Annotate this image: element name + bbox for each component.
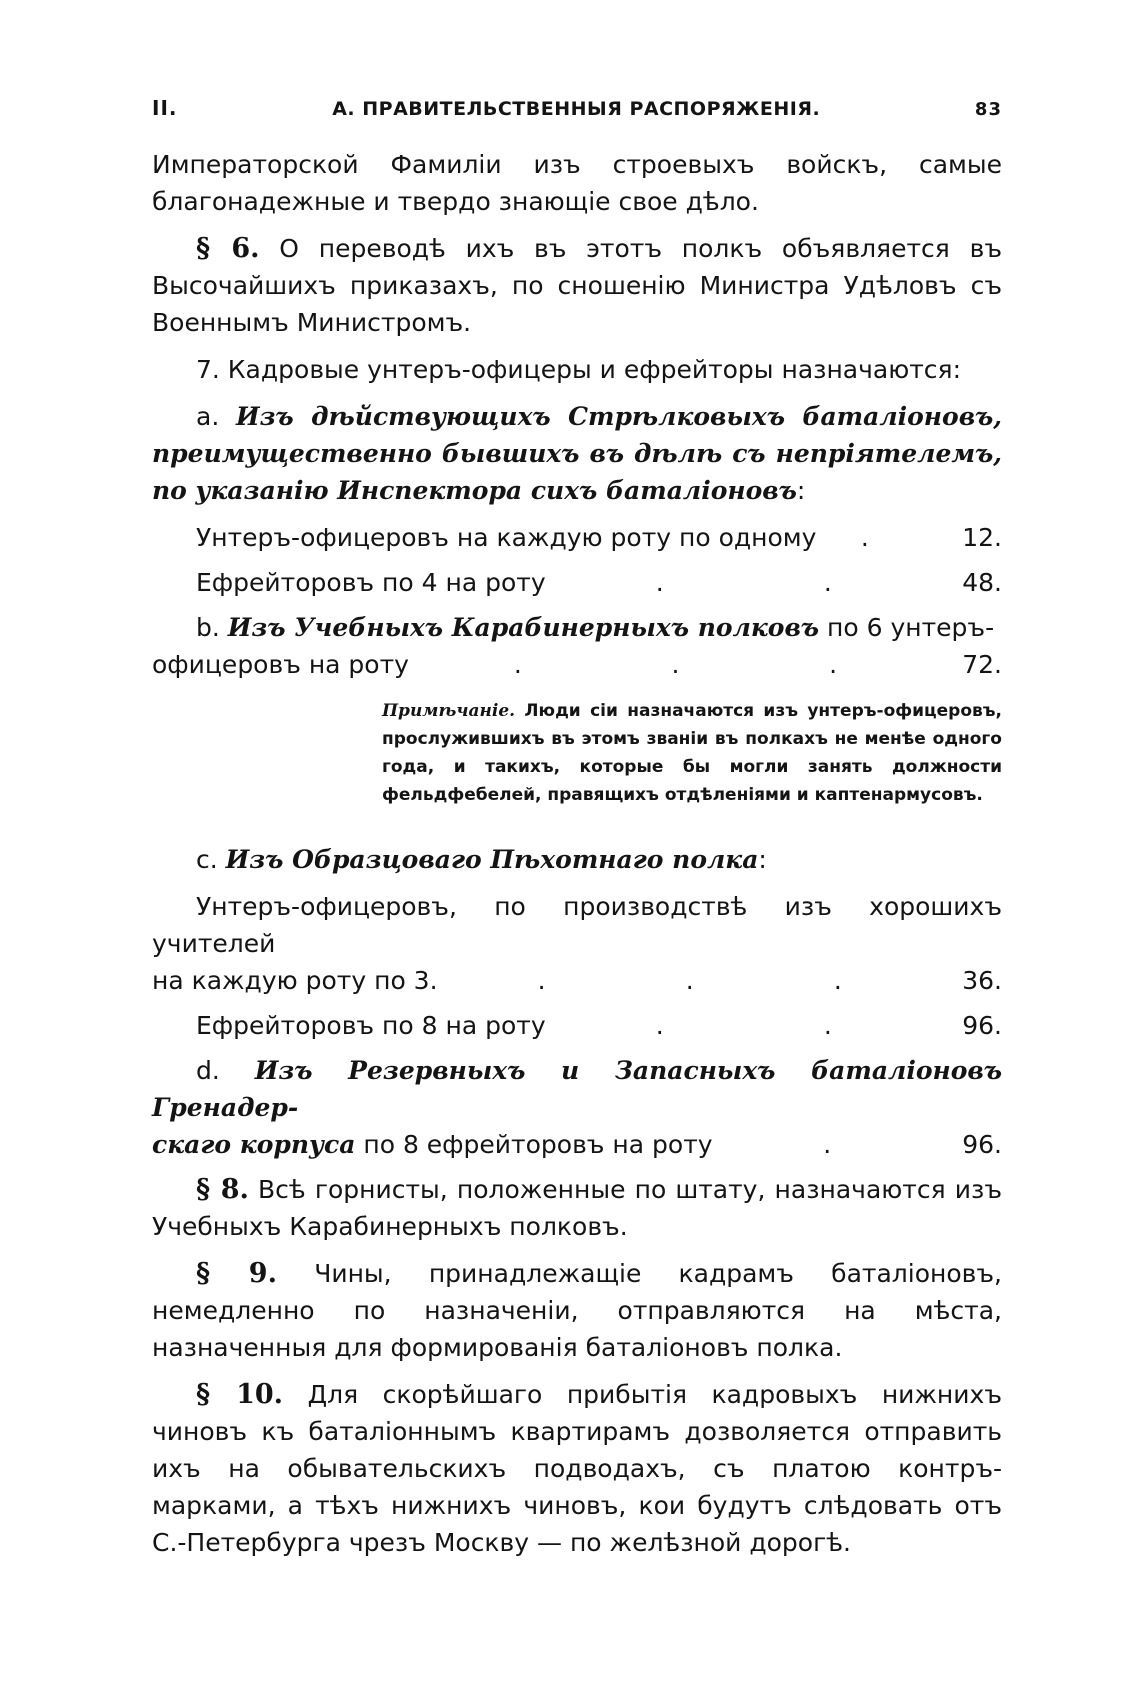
item-colon: : xyxy=(796,476,806,505)
section-mark: § 8. xyxy=(196,1174,249,1205)
quota-number: 36. xyxy=(962,966,1002,995)
quota-row xyxy=(152,1007,1002,1044)
section-mark: § 6. xyxy=(196,233,260,264)
paragraph-7d xyxy=(152,1052,1002,1126)
quota-label: Унтеръ-офицеровъ на каждую роту по одному xyxy=(196,523,817,552)
paragraph-9 xyxy=(152,1255,1002,1366)
quota-number: 96. xyxy=(962,1011,1002,1040)
quota-label: Ефрейторовъ по 8 на роту xyxy=(196,1011,546,1040)
paragraph-7c xyxy=(152,841,1002,878)
paragraph-text: Всѣ горнисты, положенные по штату, назначаются изъ Учебныхъ Карабинерныхъ полковъ. xyxy=(152,1175,1002,1241)
paragraph-6 xyxy=(152,230,1002,341)
quota-label-text: по 8 ефрейторовъ на роту xyxy=(355,1130,713,1159)
item-letter: a. xyxy=(196,402,220,431)
item-source: скаго корпуса xyxy=(152,1130,356,1159)
paragraph-10 xyxy=(152,1376,1002,1561)
quota-label: на каждую роту по 3. xyxy=(152,966,438,995)
leader-dots: . . . xyxy=(513,650,838,679)
paragraph-7b xyxy=(152,609,1002,646)
chapter-number: II. xyxy=(152,96,178,120)
item-text: по 6 унтеръ- xyxy=(819,613,995,642)
quota-row xyxy=(152,519,1002,556)
paragraph-7: 7. Кадровые унтеръ-офицеры и ефрейторы назначаются: xyxy=(196,355,962,384)
paragraph-text: Для скорѣйшаго прибытія кадровыхъ нижнихъ чиновъ къ баталіоннымъ квартирамъ дозволяется отправить ихъ на обывательскихъ подводахъ, съ платою контръ-марками, а тѣхъ нижнихъ чиновъ, кои будутъ слѣдовать отъ С.-Петербурга чрезъ Москву — по желѣзной дорогѣ. xyxy=(152,1380,1002,1557)
item-source: Изъ Учебныхъ Карабинерныхъ полковъ xyxy=(227,613,820,642)
item-letter: b. xyxy=(196,613,220,642)
paragraph-intro: Императорской Фамиліи изъ строевыхъ войскъ, самые благонадежные и твердо знающіе свое дѣло. xyxy=(152,150,1002,216)
quota-number: 72. xyxy=(962,650,1002,679)
paragraph-7c-text: Унтеръ-офицеровъ, по производствѣ изъ хорошихъ учителей xyxy=(152,892,1002,958)
item-source: Изъ Резервныхъ и Запасныхъ баталіоновъ Гренадер- xyxy=(152,1056,1002,1122)
leader-dots: . xyxy=(823,1130,832,1159)
document-page xyxy=(152,96,1002,1571)
quota-number: 12. xyxy=(962,523,1002,552)
quota-row xyxy=(152,1126,1002,1163)
item-colon: : xyxy=(758,845,767,874)
item-source: Изъ дѣйствующихъ Стрѣлковыхъ баталіоновъ, преимущественно бывшихъ въ дѣлѣ съ непріятелемъ, по указанію Инспектора сихъ баталіоновъ xyxy=(152,402,1003,505)
leader-dots: . . xyxy=(655,568,832,597)
paragraph-text: О переводѣ ихъ въ этотъ полкъ объявляется въ Высочайшихъ приказахъ, по сношенію Министра Удѣловъ съ Военнымъ Министромъ. xyxy=(152,234,1002,337)
item-letter: d. xyxy=(196,1056,220,1085)
item-source: Изъ Образцоваго Пѣхотнаго полка xyxy=(225,845,759,874)
quota-label: офицеровъ на роту xyxy=(152,650,409,679)
note-label: Примѣчаніе. xyxy=(382,701,516,721)
leader-dots: . . . xyxy=(537,966,842,995)
footnote-remark xyxy=(382,697,1002,809)
quota-row xyxy=(152,646,1002,683)
page-number: 83 xyxy=(974,99,1002,120)
paragraph-8 xyxy=(152,1171,1002,1245)
quota-number: 96. xyxy=(962,1130,1002,1159)
quota-row xyxy=(152,962,1002,999)
leader-dots: . xyxy=(860,523,869,552)
item-letter: c. xyxy=(196,845,218,874)
section-mark: § 10. xyxy=(196,1379,284,1410)
leader-dots: . . xyxy=(655,1011,832,1040)
quota-number: 48. xyxy=(962,568,1002,597)
paragraph-7a xyxy=(152,398,1002,509)
running-title: А. ПРАВИТЕЛЬСТВЕННЫЯ РАСПОРЯЖЕНІЯ. xyxy=(332,98,821,120)
paragraph-text: Чины, принадлежащіе кадрамъ баталіоновъ, немедленно по назначеніи, отправляются на мѣста, назначенныя для формированія баталіоновъ полка. xyxy=(152,1259,1002,1362)
quota-row xyxy=(152,564,1002,601)
running-header xyxy=(152,96,1002,120)
note-text: Люди сіи назначаются изъ унтеръ-офицеровъ, прослужившихъ въ этомъ званіи въ полкахъ не менѣе одного года, и такихъ, которые бы могли занять должности фельдфебелей, правящихъ отдѣленіями и каптенармусовъ. xyxy=(382,701,1002,805)
section-mark: § 9. xyxy=(196,1258,277,1289)
quota-label: Ефрейторовъ по 4 на роту xyxy=(196,568,546,597)
quota-label xyxy=(152,1126,713,1163)
